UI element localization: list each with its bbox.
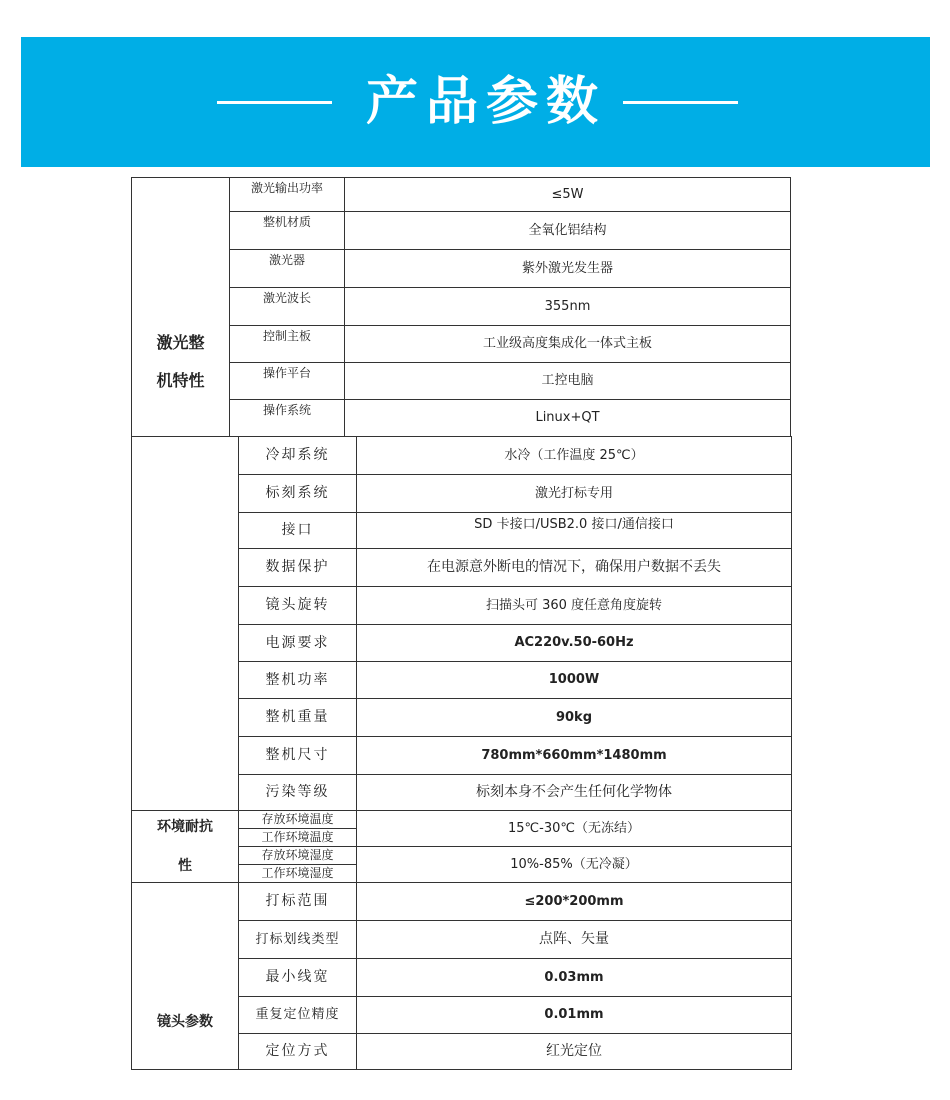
spec-value: 红光定位 bbox=[357, 1034, 792, 1070]
category-laser-line1: 激光整 bbox=[156, 333, 205, 352]
spec-label: 整机功率 bbox=[239, 662, 357, 699]
spec-value: 扫描头可 360 度任意角度旋转 bbox=[357, 587, 792, 625]
spec-value: AC220v.50-60Hz bbox=[357, 625, 792, 662]
spec-label: 打标划线类型 bbox=[239, 921, 357, 959]
spec-value: 355nm bbox=[345, 288, 791, 326]
banner-right-line bbox=[623, 101, 738, 104]
table-row bbox=[132, 883, 792, 921]
category-lens: 镜头参数 bbox=[132, 883, 239, 1070]
table-row bbox=[132, 811, 792, 829]
spec-label: 工作环境温度 bbox=[239, 829, 357, 847]
spec-label: 标刻系统 bbox=[239, 475, 357, 513]
spec-label: 整机尺寸 bbox=[239, 737, 357, 775]
spec-value: 水冷（工作温度 25℃） bbox=[357, 437, 792, 475]
spec-value: 在电源意外断电的情况下，确保用户数据不丢失 bbox=[357, 549, 792, 587]
general-spec-table bbox=[131, 436, 792, 1070]
category-environment-line2: 性 bbox=[178, 857, 192, 874]
table-row bbox=[132, 400, 791, 437]
spec-label: 冷却系统 bbox=[239, 437, 357, 475]
table-row bbox=[132, 363, 791, 400]
spec-value: 90kg bbox=[357, 699, 792, 737]
category-environment bbox=[132, 811, 239, 883]
spec-label: 操作系统 bbox=[230, 400, 345, 437]
spec-label: 整机重量 bbox=[239, 699, 357, 737]
category-environment-line1: 环境耐抗 bbox=[157, 818, 213, 835]
spec-value-humidity: 10%-85%（无冷凝） bbox=[357, 847, 792, 883]
spec-label: 存放环境温度 bbox=[239, 811, 357, 829]
spec-value: 工控电脑 bbox=[345, 363, 791, 400]
spec-label: 接口 bbox=[239, 513, 357, 549]
table-row bbox=[132, 326, 791, 363]
spec-label: 数据保护 bbox=[239, 549, 357, 587]
table-row bbox=[132, 288, 791, 326]
spec-label: 激光输出功率 bbox=[230, 178, 345, 212]
spec-label: 激光器 bbox=[230, 250, 345, 288]
category-general bbox=[132, 437, 239, 811]
spec-value: 1000W bbox=[357, 662, 792, 699]
spec-label: 定位方式 bbox=[239, 1034, 357, 1070]
spec-value: ≤5W bbox=[345, 178, 791, 212]
spec-value: 工业级高度集成化一体式主板 bbox=[345, 326, 791, 363]
spec-value: 标刻本身不会产生任何化学物体 bbox=[357, 775, 792, 811]
table-row bbox=[132, 178, 791, 212]
spec-value: 全氧化铝结构 bbox=[345, 212, 791, 250]
spec-value: 点阵、矢量 bbox=[357, 921, 792, 959]
spec-label: 重复定位精度 bbox=[239, 997, 357, 1034]
spec-label: 激光波长 bbox=[230, 288, 345, 326]
spec-value: 0.01mm bbox=[357, 997, 792, 1034]
spec-label: 污染等级 bbox=[239, 775, 357, 811]
spec-value: 激光打标专用 bbox=[357, 475, 792, 513]
page-title: 产品参数 bbox=[365, 72, 606, 132]
spec-value: Linux+QT bbox=[345, 400, 791, 437]
spec-value: 0.03mm bbox=[357, 959, 792, 997]
spec-label: 整机材质 bbox=[230, 212, 345, 250]
spec-label: 操作平台 bbox=[230, 363, 345, 400]
spec-label: 工作环境湿度 bbox=[239, 865, 357, 883]
spec-label: 存放环境湿度 bbox=[239, 847, 357, 865]
spec-label: 控制主板 bbox=[230, 326, 345, 363]
spec-label: 镜头旋转 bbox=[239, 587, 357, 625]
spec-value: SD 卡接口/USB2.0 接口/通信接口 bbox=[357, 513, 792, 549]
spec-value: 780mm*660mm*1480mm bbox=[357, 737, 792, 775]
spec-label: 最小线宽 bbox=[239, 959, 357, 997]
category-laser bbox=[132, 178, 230, 437]
spec-value: ≤200*200mm bbox=[357, 883, 792, 921]
header-banner bbox=[21, 37, 930, 167]
spec-label: 打标范围 bbox=[239, 883, 357, 921]
table-row bbox=[132, 437, 792, 475]
table-row bbox=[132, 212, 791, 250]
spec-label: 电源要求 bbox=[239, 625, 357, 662]
spec-value-temperature: 15℃-30℃（无冻结） bbox=[357, 811, 792, 847]
laser-spec-table bbox=[131, 177, 791, 437]
table-row bbox=[132, 250, 791, 288]
spec-value: 紫外激光发生器 bbox=[345, 250, 791, 288]
category-laser-line2: 机特性 bbox=[156, 371, 205, 390]
banner-left-line bbox=[217, 101, 332, 104]
